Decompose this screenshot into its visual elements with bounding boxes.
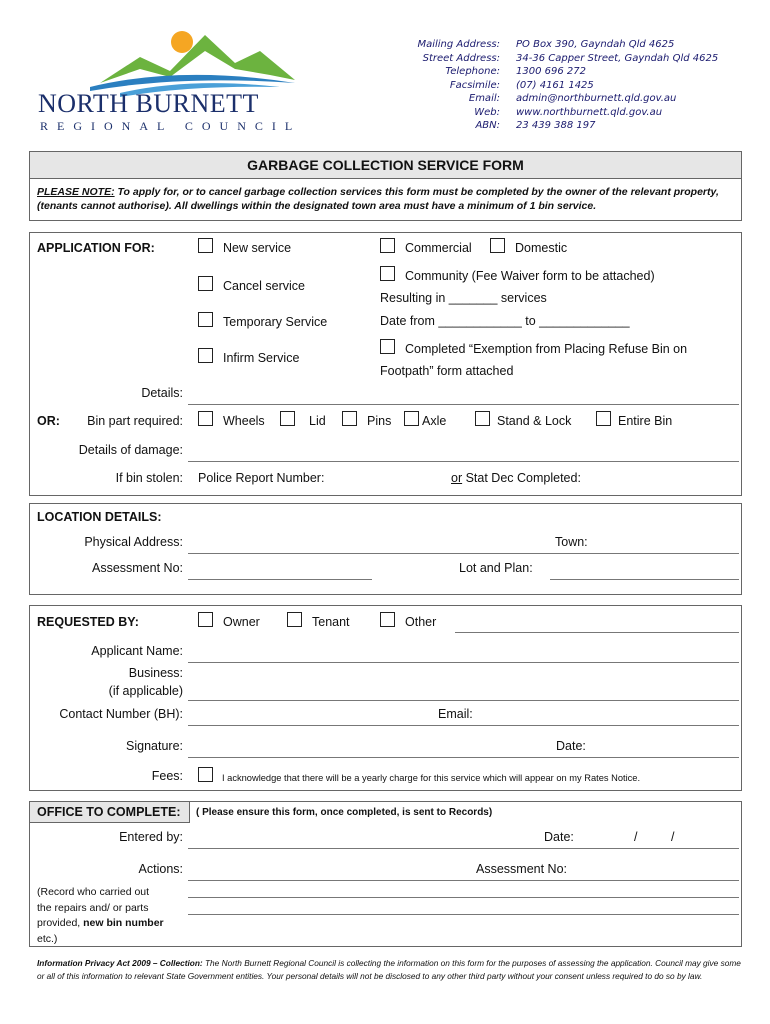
exemption-label-1: Completed “Exemption from Placing Refuse Bin on [405,342,688,356]
infirm-service-label: Infirm Service [223,351,300,365]
other-label: Other [405,615,437,629]
details-label: Details: [141,386,183,400]
contact-values [516,38,756,133]
other-field[interactable] [455,632,739,633]
contact-value: www.northburnett.qld.gov.au [516,106,663,118]
record-line: etc.) [37,932,58,945]
owner-label: Owner [223,615,260,629]
axle-checkbox[interactable] [404,411,419,426]
new-service-label: New service [223,241,292,255]
date-from-field[interactable]: Date from ____________ to _____________ [380,314,630,328]
entered-by-field[interactable] [188,848,739,849]
physical-address-label: Physical Address: [84,535,183,549]
privacy-label: Information Privacy Act 2009 – Collection: [37,958,203,968]
domestic-label: Domestic [515,241,568,255]
stolen-label: If bin stolen: [115,471,183,485]
fees-ack-label: I acknowledge that there will be a yearly charge for this service which will appear on my Rates Notice. [222,773,641,783]
tenant-label: Tenant [312,615,350,629]
contact-value: 23 439 388 197 [516,120,596,131]
actions-field[interactable] [188,880,739,881]
contact-value: 34-36 Capper Street, Gayndah Qld 4625 [516,52,719,64]
contact-number-field[interactable] [188,725,739,726]
record-note [37,885,164,947]
axle-label: Axle [422,414,447,428]
pins-label: Pins [367,414,392,428]
office-note: ( Please ensure this form, once completed, is sent to Records) [196,807,493,818]
new-service-checkbox[interactable] [198,238,213,253]
stat-dec-text: Stat Dec Completed: [462,471,581,485]
contact-value: admin@northburnett.qld.gov.au [516,93,677,104]
note-label: PLEASE NOTE: [37,186,115,198]
requested-heading: REQUESTED BY: [37,615,139,629]
contact-labels [380,38,500,133]
signature-field[interactable] [188,757,739,758]
record-field-1[interactable] [188,897,739,898]
community-checkbox[interactable] [380,266,395,281]
temporary-service-checkbox[interactable] [198,312,213,327]
privacy-notice [37,957,742,982]
office-heading: OFFICE TO COMPLETE: [37,805,181,819]
infirm-service-checkbox[interactable] [198,348,213,363]
contact-label: ABN: [475,120,500,131]
or-word: or [451,471,463,485]
entire-bin-checkbox[interactable] [596,411,611,426]
contact-label: Web: [474,106,500,118]
resulting-in-field[interactable]: Resulting in _______ services [380,291,547,305]
owner-checkbox[interactable] [198,612,213,627]
actions-label: Actions: [138,862,183,876]
pins-checkbox[interactable] [342,411,357,426]
fees-label: Fees: [151,769,183,783]
tenant-checkbox[interactable] [287,612,302,627]
note-text: To apply for, or to cancel garbage collection services this form must be completed by the owner of the relevant property, (tenants cannot authorise). All dwellings within the designated town area must have a minimum of 1 bin service. [37,186,719,212]
record-line-text: provided, [37,917,84,929]
business-sub-label: (if applicable) [108,684,183,698]
contact-label: Facsimile: [449,79,500,91]
record-line: the repairs and/ or parts [37,901,149,914]
contact-label: Street Address: [422,52,500,64]
applicant-name-field[interactable] [188,662,739,663]
lid-label: Lid [309,414,326,428]
cancel-service-label: Cancel service [223,279,305,293]
other-checkbox[interactable] [380,612,395,627]
exemption-label-2: Footpath” form attached [380,364,514,378]
stand-lock-label: Stand & Lock [497,414,572,428]
council-logo [30,25,310,135]
wheels-checkbox[interactable] [198,411,213,426]
town-label: Town: [555,535,588,549]
damage-field[interactable] [188,461,739,462]
email-label: Email: [438,707,473,721]
record-line: (Record who carried out [37,886,150,898]
date-label: Date: [556,739,586,753]
wheels-label: Wheels [223,414,265,428]
contact-value: 1300 696 272 [516,66,586,77]
lid-checkbox[interactable] [280,411,295,426]
assessment-no-field[interactable] [188,579,372,580]
entered-by-label: Entered by: [119,830,183,844]
or-label: OR: [37,414,60,428]
lot-plan-field[interactable] [550,579,739,580]
org-name: NORTH BURNETT [38,89,259,118]
entire-bin-label: Entire Bin [618,414,673,428]
record-field-2[interactable] [188,914,739,915]
business-label: Business: [128,666,183,680]
cancel-service-checkbox[interactable] [198,276,213,291]
community-label: Community (Fee Waiver form to be attached) [405,269,655,283]
contact-value: (07) 4161 1425 [516,79,594,91]
please-note [37,185,737,213]
exemption-checkbox[interactable] [380,339,395,354]
business-field[interactable] [188,700,739,701]
commercial-checkbox[interactable] [380,238,395,253]
lot-plan-label: Lot and Plan: [459,561,533,575]
commercial-label: Commercial [405,241,472,255]
office-date-label: Date: [544,830,574,844]
details-field[interactable] [188,404,739,405]
office-assessment-label: Assessment No: [476,862,568,876]
contact-label: Email: [468,93,500,104]
date-slash-1: / [634,830,638,844]
fees-ack-checkbox[interactable] [198,767,213,782]
bin-part-label: Bin part required: [87,414,183,428]
damage-label: Details of damage: [78,443,183,457]
form-title: GARBAGE COLLECTION SERVICE FORM [247,157,524,173]
stand-lock-checkbox[interactable] [475,411,490,426]
record-line [37,916,164,932]
contact-label: Mailing Address: [417,39,500,50]
location-heading: LOCATION DETAILS: [37,510,162,524]
temporary-service-label: Temporary Service [223,315,328,329]
physical-address-field[interactable] [188,553,739,554]
signature-label: Signature: [126,739,183,753]
org-subname: REGIONAL COUNCIL [40,119,302,133]
contact-value: PO Box 390, Gayndah Qld 4625 [516,39,675,50]
contact-label: Telephone: [445,66,500,77]
domestic-checkbox[interactable] [490,238,505,253]
applicant-name-label: Applicant Name: [91,644,183,658]
police-report-label: Police Report Number: [198,471,325,485]
date-slash-2: / [671,830,675,844]
contact-number-label: Contact Number (BH): [59,707,183,721]
privacy-text: The North Burnett Regional Council is collecting the information on this form for the purposes of assessing the application. Council may give some or all of this information to relevant State Government entities. Your personal details will not be disclosed to any other third party without your consent unless required to do so by law. [37,958,741,981]
application-heading: APPLICATION FOR: [37,241,155,255]
record-line-bold: new bin number [83,917,164,929]
stat-dec-label [451,471,581,485]
assessment-no-label: Assessment No: [91,561,183,575]
